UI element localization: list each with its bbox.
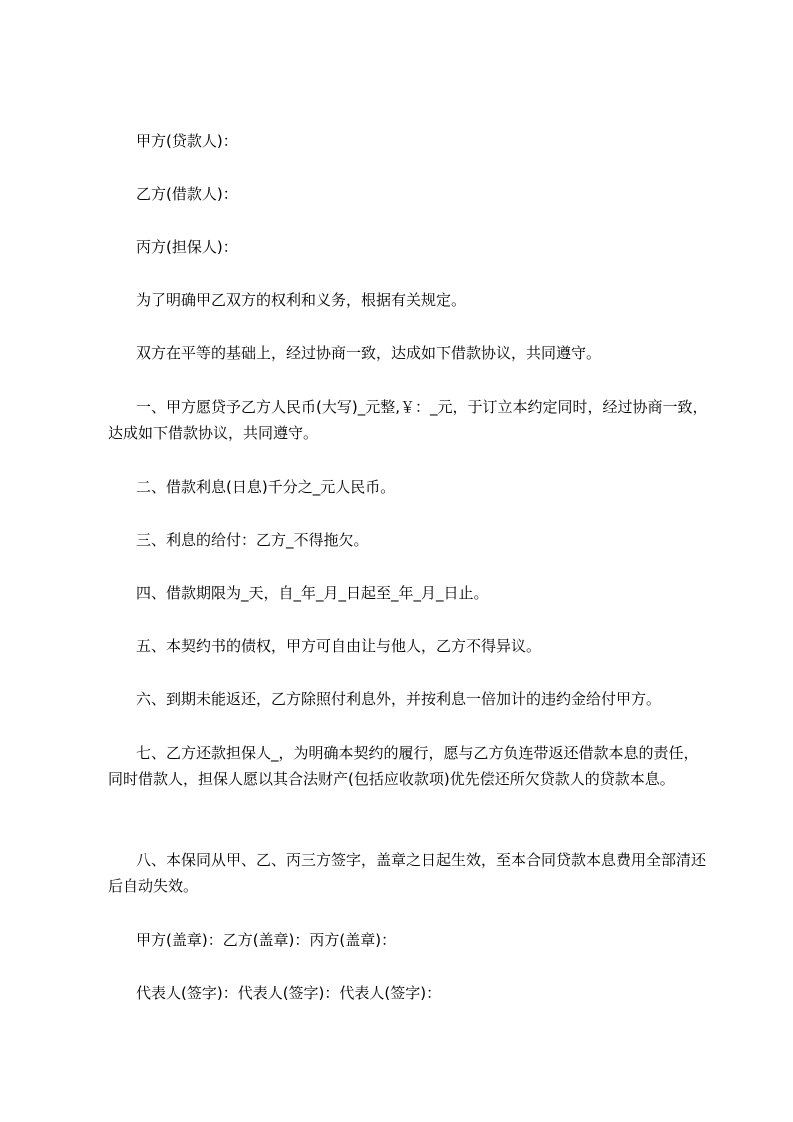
clause-1: 一、甲方愿贷予乙方人民币(大写)_元整,￥：_元，于订立本约定同时，经过协商一致，达成如下借款协议，共同遵守。 [108, 398, 708, 442]
preamble-agreement: 双方在平等的基础上，经过协商一致，达成如下借款协议，共同遵守。 [136, 344, 602, 362]
party-a-line: 甲方(贷款人)： [136, 132, 238, 150]
clause-5: 五、本契约书的债权，甲方可自由让与他人，乙方不得异议。 [136, 637, 542, 655]
clause-7: 七、乙方还款担保人_，为明确本契约的履行，愿与乙方负连带返还借款本息的责任，同时借款人，担保人愿以其合法财产(包括应收款项)优先偿还所欠贷款人的贷款本息。 [108, 744, 699, 788]
preamble-purpose: 为了明确甲乙双方的权利和义务，根据有关规定。 [136, 291, 467, 309]
clause-2: 二、借款利息(日息)千分之_元人民币。 [136, 478, 396, 496]
clause-3: 三、利息的给付：乙方_不得拖欠。 [136, 531, 369, 549]
clause-4: 四、借款期限为_天，自_年_月_日起至_年_月_日止。 [136, 584, 489, 602]
clause-8: 八、本保同从甲、乙、丙三方签字，盖章之日起生效，至本合同贷款本息费用全部清还后自动失效。 [108, 851, 707, 895]
party-c-line: 丙方(担保人)： [136, 238, 238, 256]
clause-6: 六、到期未能返还，乙方除照付利息外，并按利息一倍加计的违约金给付甲方。 [136, 690, 662, 708]
party-b-line: 乙方(借款人)： [136, 185, 238, 203]
signature-line: 代表人(签字)：代表人(签字)：代表人(签字)： [136, 984, 442, 1002]
seal-line: 甲方(盖章)：乙方(盖章)：丙方(盖章)： [136, 931, 397, 949]
